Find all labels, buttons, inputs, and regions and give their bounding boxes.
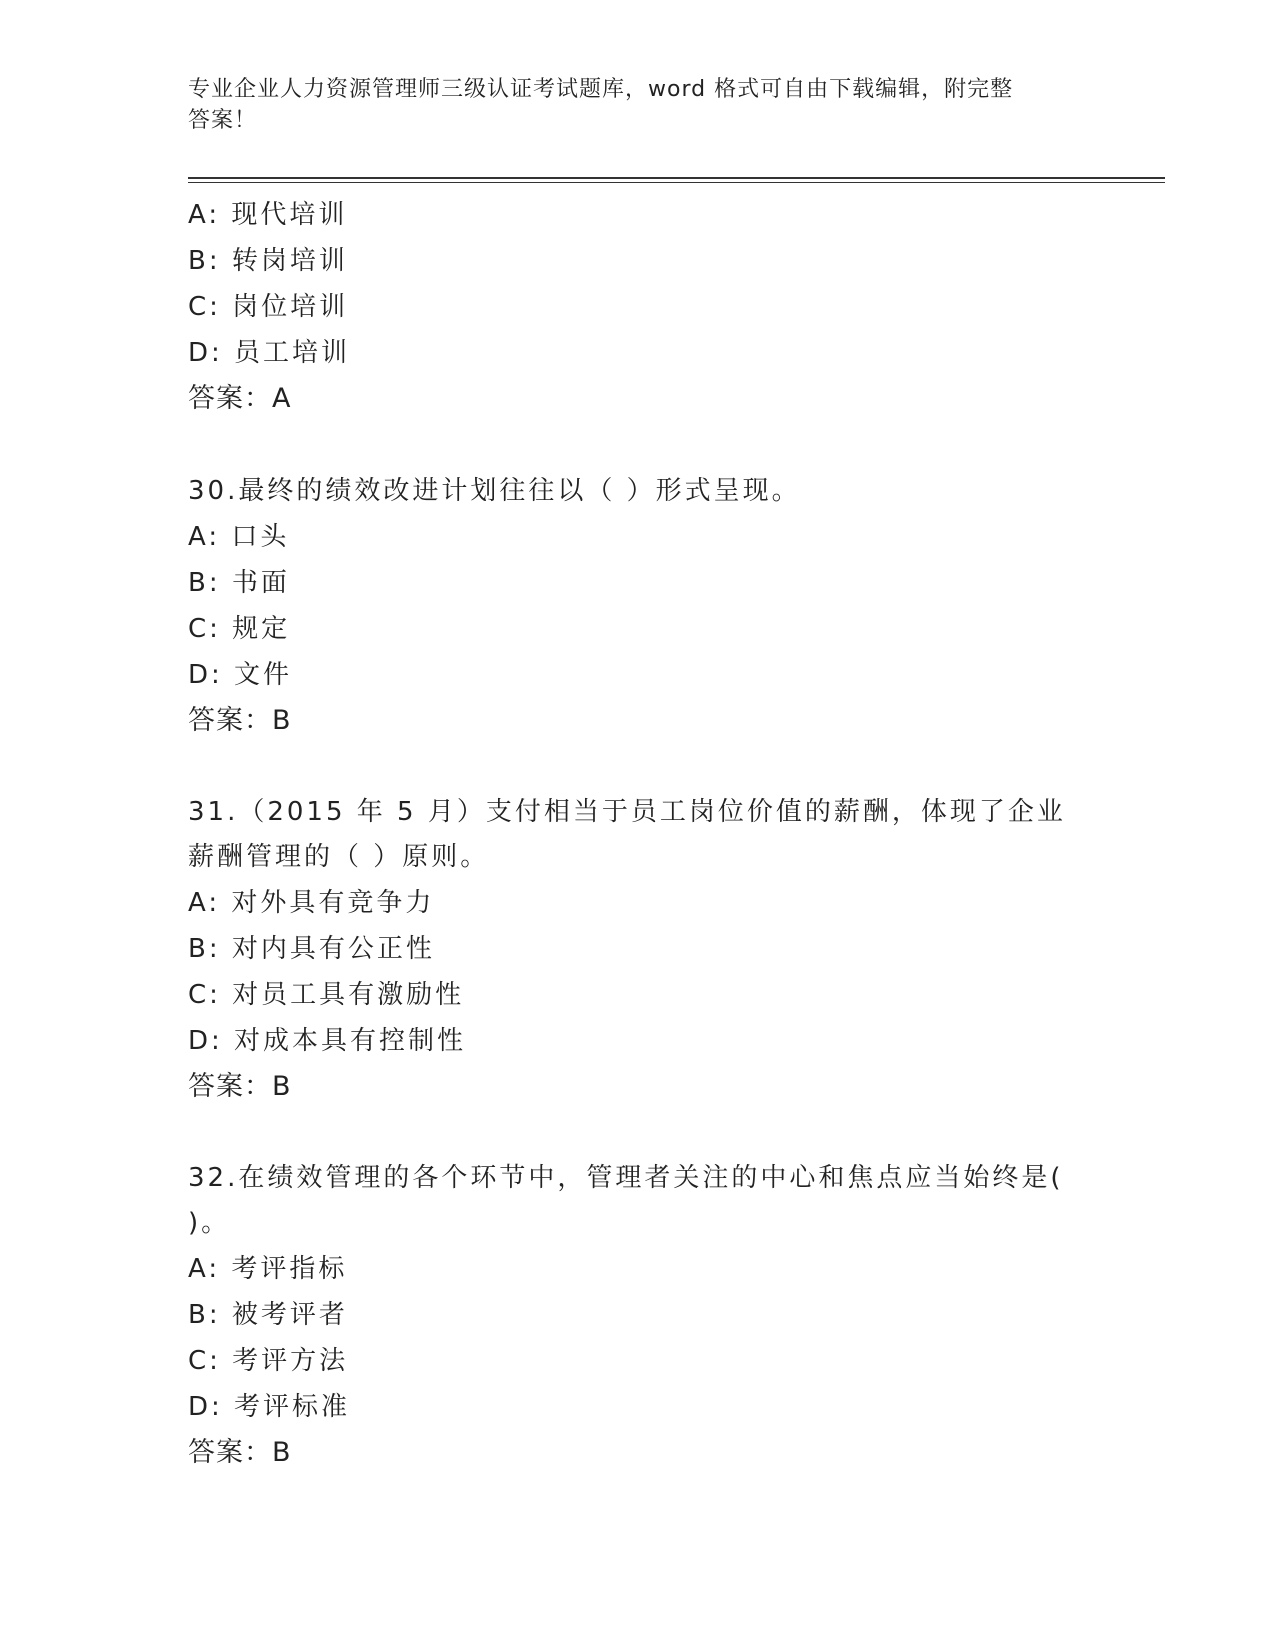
page-header	[188, 74, 1068, 136]
option-a: A: 对外具有竞争力	[188, 888, 435, 918]
question-29-continuation	[188, 192, 1088, 422]
spacer	[188, 744, 1088, 790]
question-list	[188, 192, 1088, 1476]
header-divider-thick	[188, 177, 1165, 179]
question-30	[188, 468, 1088, 744]
option-a: A: 现代培训	[188, 200, 348, 230]
answer: 答案：B	[188, 1437, 292, 1468]
option-b: B: 书面	[188, 568, 290, 598]
option-a: A: 考评指标	[188, 1254, 348, 1284]
option-c: C: 对员工具有激励性	[188, 980, 465, 1010]
question-32	[188, 1156, 1088, 1476]
header-line-2: 答案！	[188, 108, 258, 133]
option-d: D: 文件	[188, 660, 293, 690]
answer: 答案：B	[188, 1071, 292, 1102]
answer: 答案：B	[188, 705, 292, 736]
option-d: D: 考评标准	[188, 1392, 351, 1422]
option-b: B: 被考评者	[188, 1300, 348, 1330]
question-text: 30.最终的绩效改进计划往往以（ ）形式呈现。	[188, 476, 801, 506]
option-d: D: 员工培训	[188, 338, 351, 368]
question-text: 31.（2015 年 5 月）支付相当于员工岗位价值的薪酬，体现了企业薪酬管理的（ ）原则。	[188, 797, 1066, 872]
option-c: C: 岗位培训	[188, 292, 349, 322]
question-31	[188, 790, 1088, 1110]
spacer	[188, 422, 1088, 468]
option-b: B: 对内具有公正性	[188, 934, 435, 964]
question-text: 32.在绩效管理的各个环节中，管理者关注的中心和焦点应当始终是( )。	[188, 1163, 1064, 1238]
answer: 答案：A	[188, 383, 292, 414]
option-b: B: 转岗培训	[188, 246, 348, 276]
option-c: C: 规定	[188, 614, 291, 644]
option-c: C: 考评方法	[188, 1346, 349, 1376]
header-divider-thin	[188, 182, 1165, 183]
spacer	[188, 1110, 1088, 1156]
header-line-1: 专业企业人力资源管理师三级认证考试题库，word 格式可自由下载编辑，附完整	[188, 77, 1014, 102]
option-d: D: 对成本具有控制性	[188, 1026, 467, 1056]
option-a: A: 口头	[188, 522, 290, 552]
